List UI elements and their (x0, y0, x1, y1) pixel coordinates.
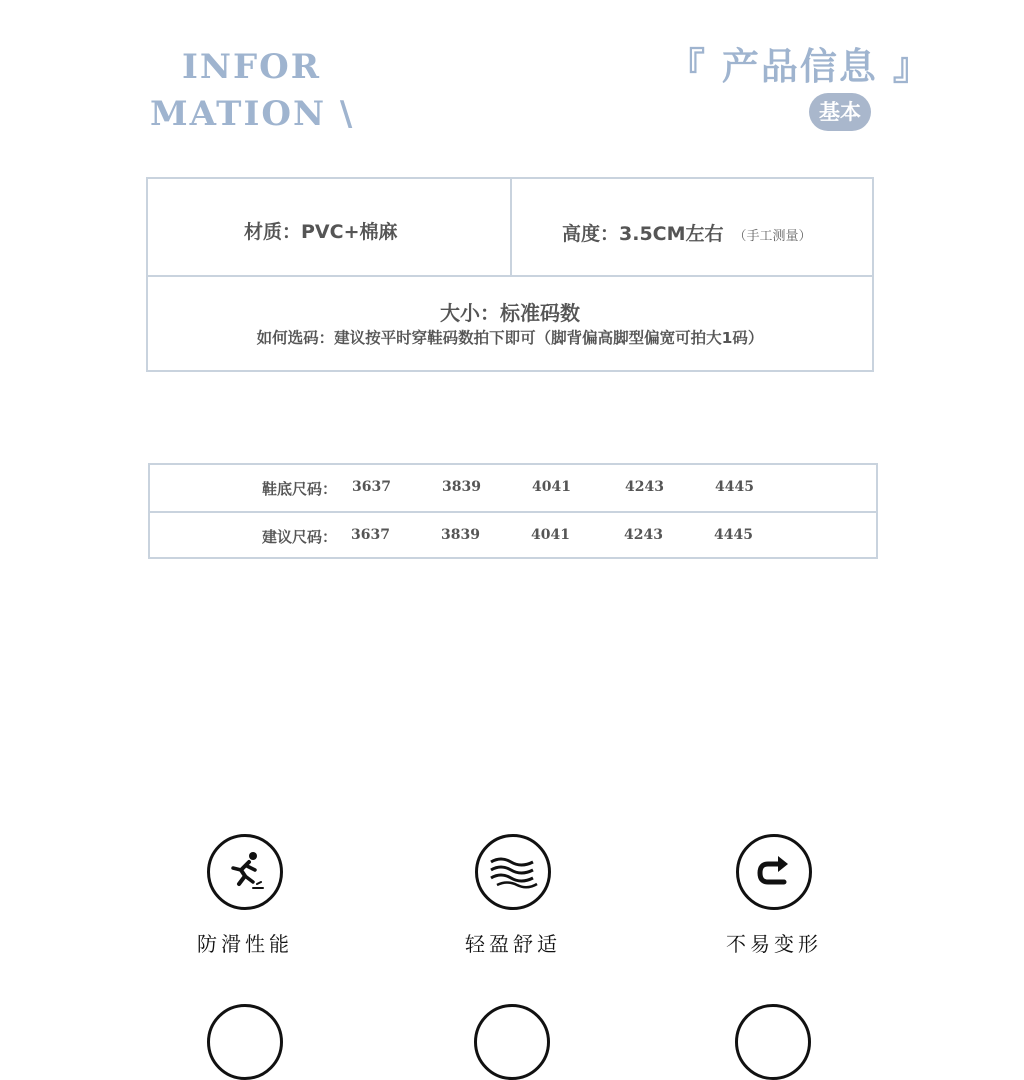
divider (510, 179, 512, 275)
feature-anti-slip (165, 834, 325, 957)
feature-light-comfort (433, 834, 593, 957)
feature-label: 不易变形 (726, 932, 822, 956)
material-text: 材质：PVC+棉麻 (244, 221, 398, 243)
table-row (150, 513, 876, 559)
info-table (146, 177, 874, 372)
size-value: 4243 (625, 479, 664, 495)
size-value: 3839 (442, 479, 481, 495)
size-value: 3637 (351, 527, 390, 543)
slip-person-icon (207, 834, 283, 910)
feature-icon-partial (735, 1004, 811, 1080)
feature-icon-partial (474, 1004, 550, 1080)
return-arrow-icon (736, 834, 812, 910)
size-title: 大小：标准码数 (440, 301, 580, 325)
size-hint: 如何选码：建议按平时穿鞋码数拍下即可（脚背偏高脚型偏宽可拍大1码） (256, 329, 764, 347)
size-value: 4445 (715, 479, 754, 495)
size-value: 3839 (441, 527, 480, 543)
waves-icon (475, 834, 551, 910)
title-cn: 『 产品信息 』 (668, 45, 932, 88)
height-note: （手工测量） (733, 229, 812, 244)
row-label: 鞋底尺码： (262, 480, 338, 498)
size-value: 3637 (352, 479, 391, 495)
feature-icon-partial (207, 1004, 283, 1080)
divider (148, 275, 872, 277)
feature-no-deform (694, 834, 854, 957)
title-en-line2: MATION \ (150, 94, 355, 134)
table-row (150, 465, 876, 511)
title-en-line1: INFOR (182, 47, 321, 87)
row-label: 建议尺码： (262, 528, 338, 546)
size-value: 4243 (624, 527, 663, 543)
size-value: 4041 (531, 527, 570, 543)
size-value: 4041 (532, 479, 571, 495)
size-value: 4445 (714, 527, 753, 543)
feature-label: 防滑性能 (197, 932, 293, 956)
size-table (148, 463, 878, 559)
height-value: 高度：3.5CM左右 (562, 223, 724, 245)
height-text (562, 219, 812, 246)
badge-basic: 基本 (809, 93, 871, 131)
feature-label: 轻盈舒适 (465, 932, 561, 956)
